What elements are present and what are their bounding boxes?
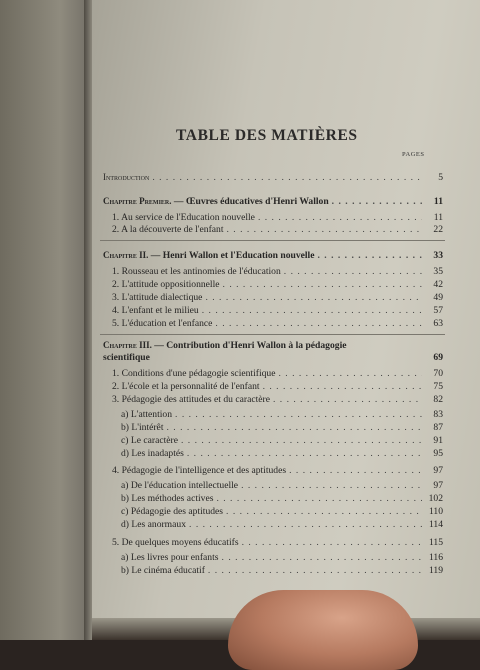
thumb [228, 590, 418, 670]
toc-label: a) Les livres pour enfants [121, 552, 219, 563]
toc-subitem [121, 506, 443, 517]
leader-dots [258, 212, 422, 223]
leader-dots [278, 368, 422, 379]
toc-subitem [121, 493, 443, 504]
toc-item [112, 212, 443, 223]
toc-page: 49 [433, 292, 443, 303]
chapter-title-continued: scientifique [103, 352, 150, 363]
toc-page: 11 [433, 196, 443, 207]
toc-page: 87 [433, 422, 443, 433]
toc-item [112, 266, 443, 277]
toc-label: 2. A la découverte de l'enfant [112, 224, 224, 235]
toc-page: 57 [433, 305, 443, 316]
toc-chapter-3 [103, 340, 443, 351]
toc-page: 95 [433, 448, 443, 459]
toc-item [112, 465, 443, 476]
chapter-prefix: Chapitre III. [103, 340, 152, 350]
divider [100, 334, 445, 335]
toc-page: 97 [433, 465, 443, 476]
toc-label: d) Les anormaux [121, 519, 187, 530]
toc-label: Introduction [103, 172, 150, 182]
toc-page: 75 [433, 381, 443, 392]
toc-label: 3. L'attitude dialectique [112, 292, 203, 303]
leader-dots [181, 435, 422, 446]
leader-dots [222, 552, 422, 563]
chapter-prefix: Chapitre Premier. [103, 196, 172, 206]
toc-chapter-1 [103, 196, 443, 207]
divider [100, 240, 445, 241]
leader-dots [226, 506, 422, 517]
toc-subitem [121, 565, 443, 576]
leader-dots [175, 409, 422, 420]
toc-label: c) Le caractère [121, 435, 178, 446]
chapter-title: — Œuvres éducatives d'Henri Wallon [171, 196, 329, 207]
toc-page: 97 [433, 480, 443, 491]
toc-chapter-2 [103, 250, 443, 261]
toc-subitem [121, 519, 443, 530]
leader-dots [273, 394, 422, 405]
chapter-prefix: Chapitre II. [103, 250, 149, 260]
toc-item [112, 305, 443, 316]
toc-subitem [121, 409, 443, 420]
chapter-title: — Henri Wallon et l'Education nouvelle [148, 250, 315, 261]
toc-label: 5. De quelques moyens éducatifs [112, 537, 239, 548]
toc-label: c) Pédagogie des aptitudes [121, 506, 224, 517]
toc-page: 102 [428, 493, 443, 504]
toc-label: 2. L'attitude oppositionnelle [112, 279, 220, 290]
toc-item [112, 381, 443, 392]
toc-item [112, 279, 443, 290]
toc-label: 2. L'école et la personnalité de l'enfant [112, 381, 260, 392]
toc-label: b) Le cinéma éducatif [121, 565, 205, 576]
toc-item [112, 292, 443, 303]
leader-dots [241, 480, 422, 491]
toc-label: 3. Pédagogie des attitudes et du caractère [112, 394, 270, 405]
toc-item [112, 368, 443, 379]
toc-label: 1. Au service de l'Education nouvelle [112, 212, 255, 223]
toc-page: 110 [428, 506, 443, 517]
leader-dots [166, 422, 422, 433]
toc-subitem [121, 435, 443, 446]
leader-dots [205, 292, 422, 303]
toc-page: 33 [433, 250, 443, 261]
toc-page: 91 [433, 435, 443, 446]
toc-label: a) De l'éducation intellectuelle [121, 480, 239, 491]
leader-dots [202, 305, 422, 316]
toc-page: 83 [433, 409, 443, 420]
toc-chapter-3-cont [103, 352, 443, 363]
toc-item [112, 224, 443, 235]
toc-label: 1. Rousseau et les antinomies de l'éducation [112, 266, 281, 277]
chapter-title: — Contribution d'Henri Wallon à la pédagogie [151, 340, 347, 351]
toc-intro [103, 172, 443, 183]
toc-page: 11 [433, 212, 443, 223]
leader-dots [152, 172, 422, 183]
leader-dots [289, 465, 422, 476]
leader-dots [263, 381, 422, 392]
leader-dots [215, 318, 422, 329]
toc-page: 35 [433, 266, 443, 277]
toc-label: 4. L'enfant et le milieu [112, 305, 199, 316]
toc-page: 22 [433, 224, 443, 235]
toc-page: 119 [428, 565, 443, 576]
toc-label: 5. L'éducation et l'enfance [112, 318, 213, 329]
toc-item [112, 394, 443, 405]
toc-label: 1. Conditions d'une pédagogie scientifique [112, 368, 276, 379]
toc-label: b) Les méthodes actives [121, 493, 214, 504]
toc-label: a) L'attention [121, 409, 173, 420]
leader-dots [216, 493, 422, 504]
page-title: TABLE DES MATIÈRES [176, 127, 358, 144]
leader-dots [332, 196, 422, 207]
toc-page: 5 [438, 172, 443, 183]
toc-page: 115 [428, 537, 443, 548]
toc-page: 82 [433, 394, 443, 405]
toc-item [112, 537, 443, 548]
leader-dots [189, 519, 422, 530]
leader-dots [208, 565, 422, 576]
left-page [0, 0, 86, 640]
leader-dots [226, 224, 422, 235]
toc-label: d) Les inadaptés [121, 448, 184, 459]
toc-page: 114 [428, 519, 443, 530]
toc-subitem [121, 448, 443, 459]
toc-page: 42 [433, 279, 443, 290]
pages-column-header: PAGES [402, 151, 425, 158]
toc-page: 63 [433, 318, 443, 329]
leader-dots [284, 266, 422, 277]
toc-label: 4. Pédagogie de l'intelligence et des aptitudes [112, 465, 287, 476]
toc-page: 116 [428, 552, 443, 563]
toc-subitem [121, 480, 443, 491]
toc-page: 70 [433, 368, 443, 379]
leader-dots [242, 537, 422, 548]
leader-dots [187, 448, 422, 459]
toc-page: 69 [433, 352, 443, 363]
toc-subitem [121, 422, 443, 433]
toc-subitem [121, 552, 443, 563]
toc-item [112, 318, 443, 329]
leader-dots [317, 250, 422, 261]
toc-label: b) L'intérêt [121, 422, 164, 433]
leader-dots [223, 279, 422, 290]
